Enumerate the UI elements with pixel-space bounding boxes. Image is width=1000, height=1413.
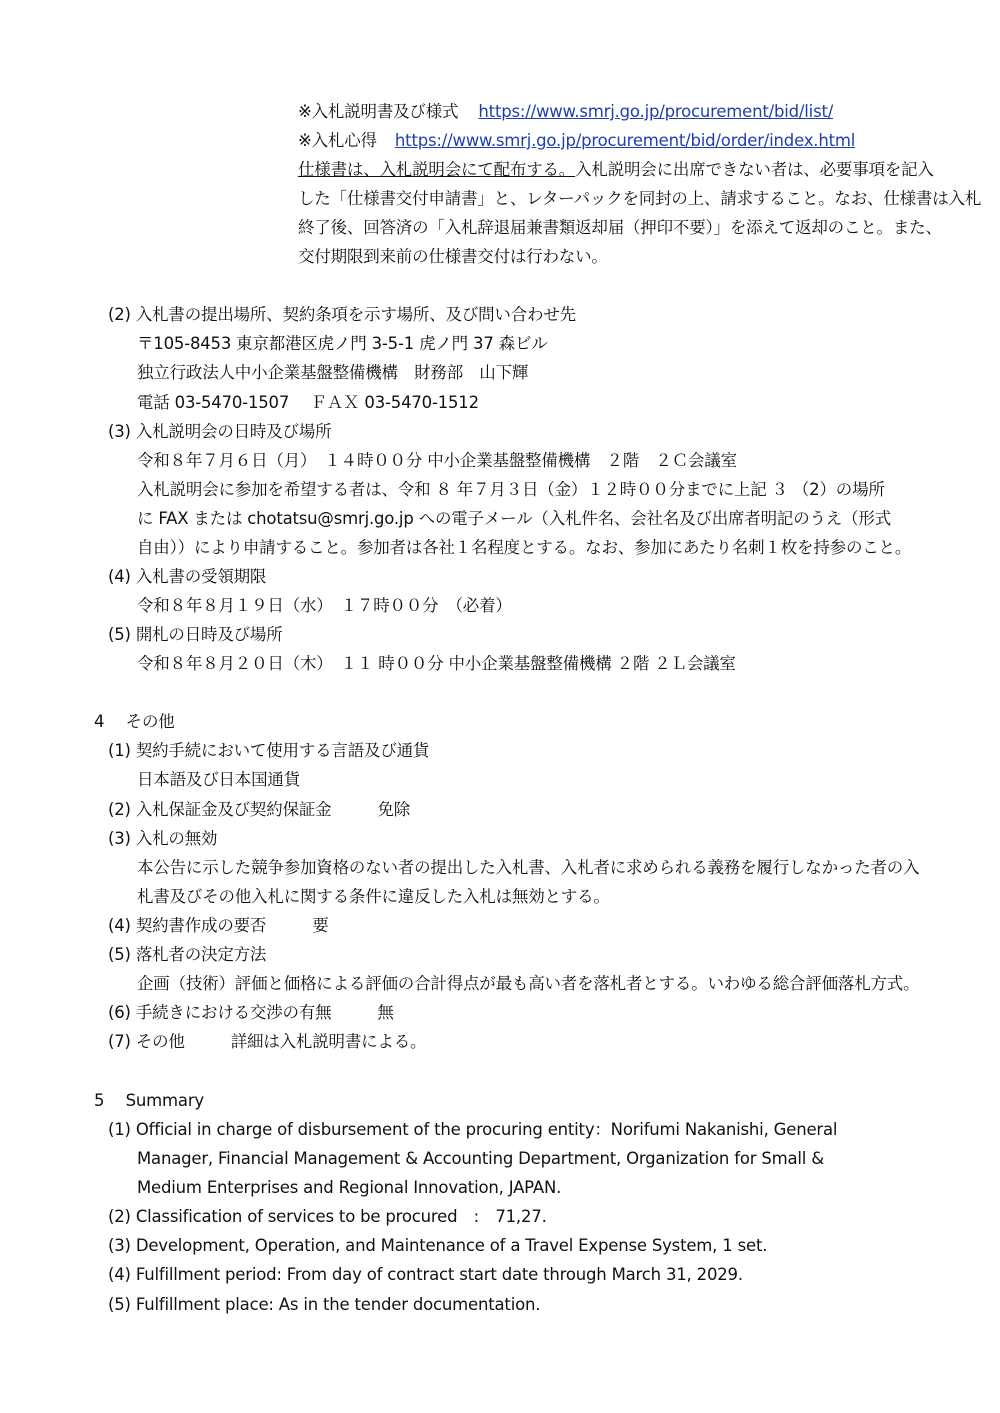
s3-item3-line-4: 自由））により申請すること。参加者は各社１名程度とする。なお、参加にあたり名刺１枚を持参のこと。	[137, 538, 912, 557]
s3-item4-line-1: 令和８年８月１９日（水） １７時００分 （必着）	[137, 596, 512, 615]
s5-item1-line-2: Manager, Financial Management & Accounting Department, Organization for Small &	[137, 1149, 824, 1168]
s3-item2-tel: 電話 03-5470-1507 ＦＡＸ 03-5470-1512	[137, 393, 479, 412]
s4-item4-value: 要	[312, 916, 329, 935]
s4-item6-value: 無	[377, 1003, 394, 1022]
s3-item3-line-1: 令和８年７月６日（月） １４時００分 中小企業基盤整備機構 ２階 ２Ｃ会議室	[137, 451, 737, 470]
s5-item5: (5) Fulfillment place: As in the tender documentation.	[108, 1295, 541, 1314]
spec-para-line-1	[298, 159, 934, 181]
s3-item3-line-3: に FAX または chotatsu@smrj.go.jp への電子メール（入札件名、会社名及び出席者明記のうえ（形式	[137, 509, 892, 528]
s3-item2-org: 独立行政法人中小企業基盤整備機構 財務部 山下輝	[137, 363, 529, 382]
s3-item5-line-1: 令和８年８月２０日（木） １１ 時００分 中小企業基盤整備機構 ２階 ２Ｌ会議室	[137, 654, 736, 673]
bid-rules-label: ※入札心得	[298, 131, 377, 150]
s3-item2-heading: (2) 入札書の提出場所、契約条項を示す場所、及び問い合わせ先	[108, 305, 576, 324]
spec-para-line-3: 終了後、回答済の「入札辞退届兼書類返却届（押印不要）」を添えて返却のこと。また、	[298, 218, 942, 237]
bid-docs-line	[298, 101, 833, 123]
bid-docs-link[interactable]: https://www.smrj.go.jp/procurement/bid/list/	[478, 102, 834, 121]
s4-item4-heading: (4) 契約書作成の要否	[108, 916, 267, 935]
s4-item6-line	[108, 1002, 394, 1024]
s4-item7-line	[108, 1031, 426, 1053]
s4-heading: 4 その他	[94, 712, 175, 731]
bid-rules-line	[298, 130, 855, 152]
s4-item2-line	[108, 799, 410, 821]
s5-item3: (3) Development, Operation, and Maintenance of a Travel Expense System, 1 set.	[108, 1236, 768, 1255]
s3-item4-heading: (4) 入札書の受領期限	[108, 567, 267, 586]
s5-item1-line-1: (1) Official in charge of disbursement of the procuring entity：Norifumi Nakanishi, General	[108, 1120, 838, 1139]
s4-item7-value: 詳細は入札説明書による。	[230, 1032, 427, 1051]
s4-item2-heading: (2) 入札保証金及び契約保証金	[108, 800, 332, 819]
s5-item2: (2) Classification of services to be procured : 71,27.	[108, 1207, 547, 1226]
s4-item3-heading: (3) 入札の無効	[108, 829, 218, 848]
s4-item5-line-1: 企画（技術）評価と価格による評価の合計得点が最も高い者を落札者とする。いわゆる総合評価落札方式。	[137, 974, 920, 993]
s4-item3-line-1: 本公告に示した競争参加資格のない者の提出した入札書、入札者に求められる義務を履行しなかった者の入	[137, 858, 920, 877]
s4-item5-heading: (5) 落札者の決定方法	[108, 945, 267, 964]
bid-rules-link[interactable]: https://www.smrj.go.jp/procurement/bid/order/index.html	[394, 131, 856, 150]
bid-docs-label: ※入札説明書及び様式	[298, 102, 459, 121]
s4-item2-value: 免除	[377, 800, 411, 819]
s3-item5-heading: (5) 開札の日時及び場所	[108, 625, 283, 644]
s5-heading: 5 Summary	[94, 1091, 204, 1110]
s3-item2-address: 〒105-8453 東京都港区虎ノ門 3-5-1 虎ノ門 37 森ビル	[137, 334, 548, 353]
s5-item4: (4) Fulfillment period: From day of contract start date through March 31, 2029.	[108, 1265, 743, 1284]
s3-item3-line-2: 入札説明会に参加を希望する者は、令和 ８ 年７月３日（金）１２時００分までに上記 ３ （2）の場所	[137, 480, 885, 499]
s3-item3-heading: (3) 入札説明会の日時及び場所	[108, 422, 332, 441]
s4-item3-line-2: 札書及びその他入札に関する条件に違反した入札は無効とする。	[137, 887, 610, 906]
s4-item7-heading: (7) その他	[108, 1032, 185, 1051]
spec-para-line-4: 交付期限到来前の仕様書交付は行わない。	[298, 247, 608, 266]
spec-para-underlined: 仕様書は、入札説明会にて配布する。	[298, 160, 576, 179]
s4-item4-line	[108, 915, 329, 937]
s4-item6-heading: (6) 手続きにおける交渉の有無	[108, 1003, 332, 1022]
spec-para-rest: 入札説明会に出席できない者は、必要事項を記入	[575, 160, 934, 179]
s4-item1-heading: (1) 契約手続において使用する言語及び通貨	[108, 741, 430, 760]
s4-item1-line-1: 日本語及び日本国通貨	[137, 770, 301, 789]
spec-para-line-2: した「仕様書交付申請書」と、レターパックを同封の上、請求すること。なお、仕様書は入札	[298, 189, 982, 208]
s5-item1-line-3: Medium Enterprises and Regional Innovation, JAPAN.	[137, 1178, 562, 1197]
